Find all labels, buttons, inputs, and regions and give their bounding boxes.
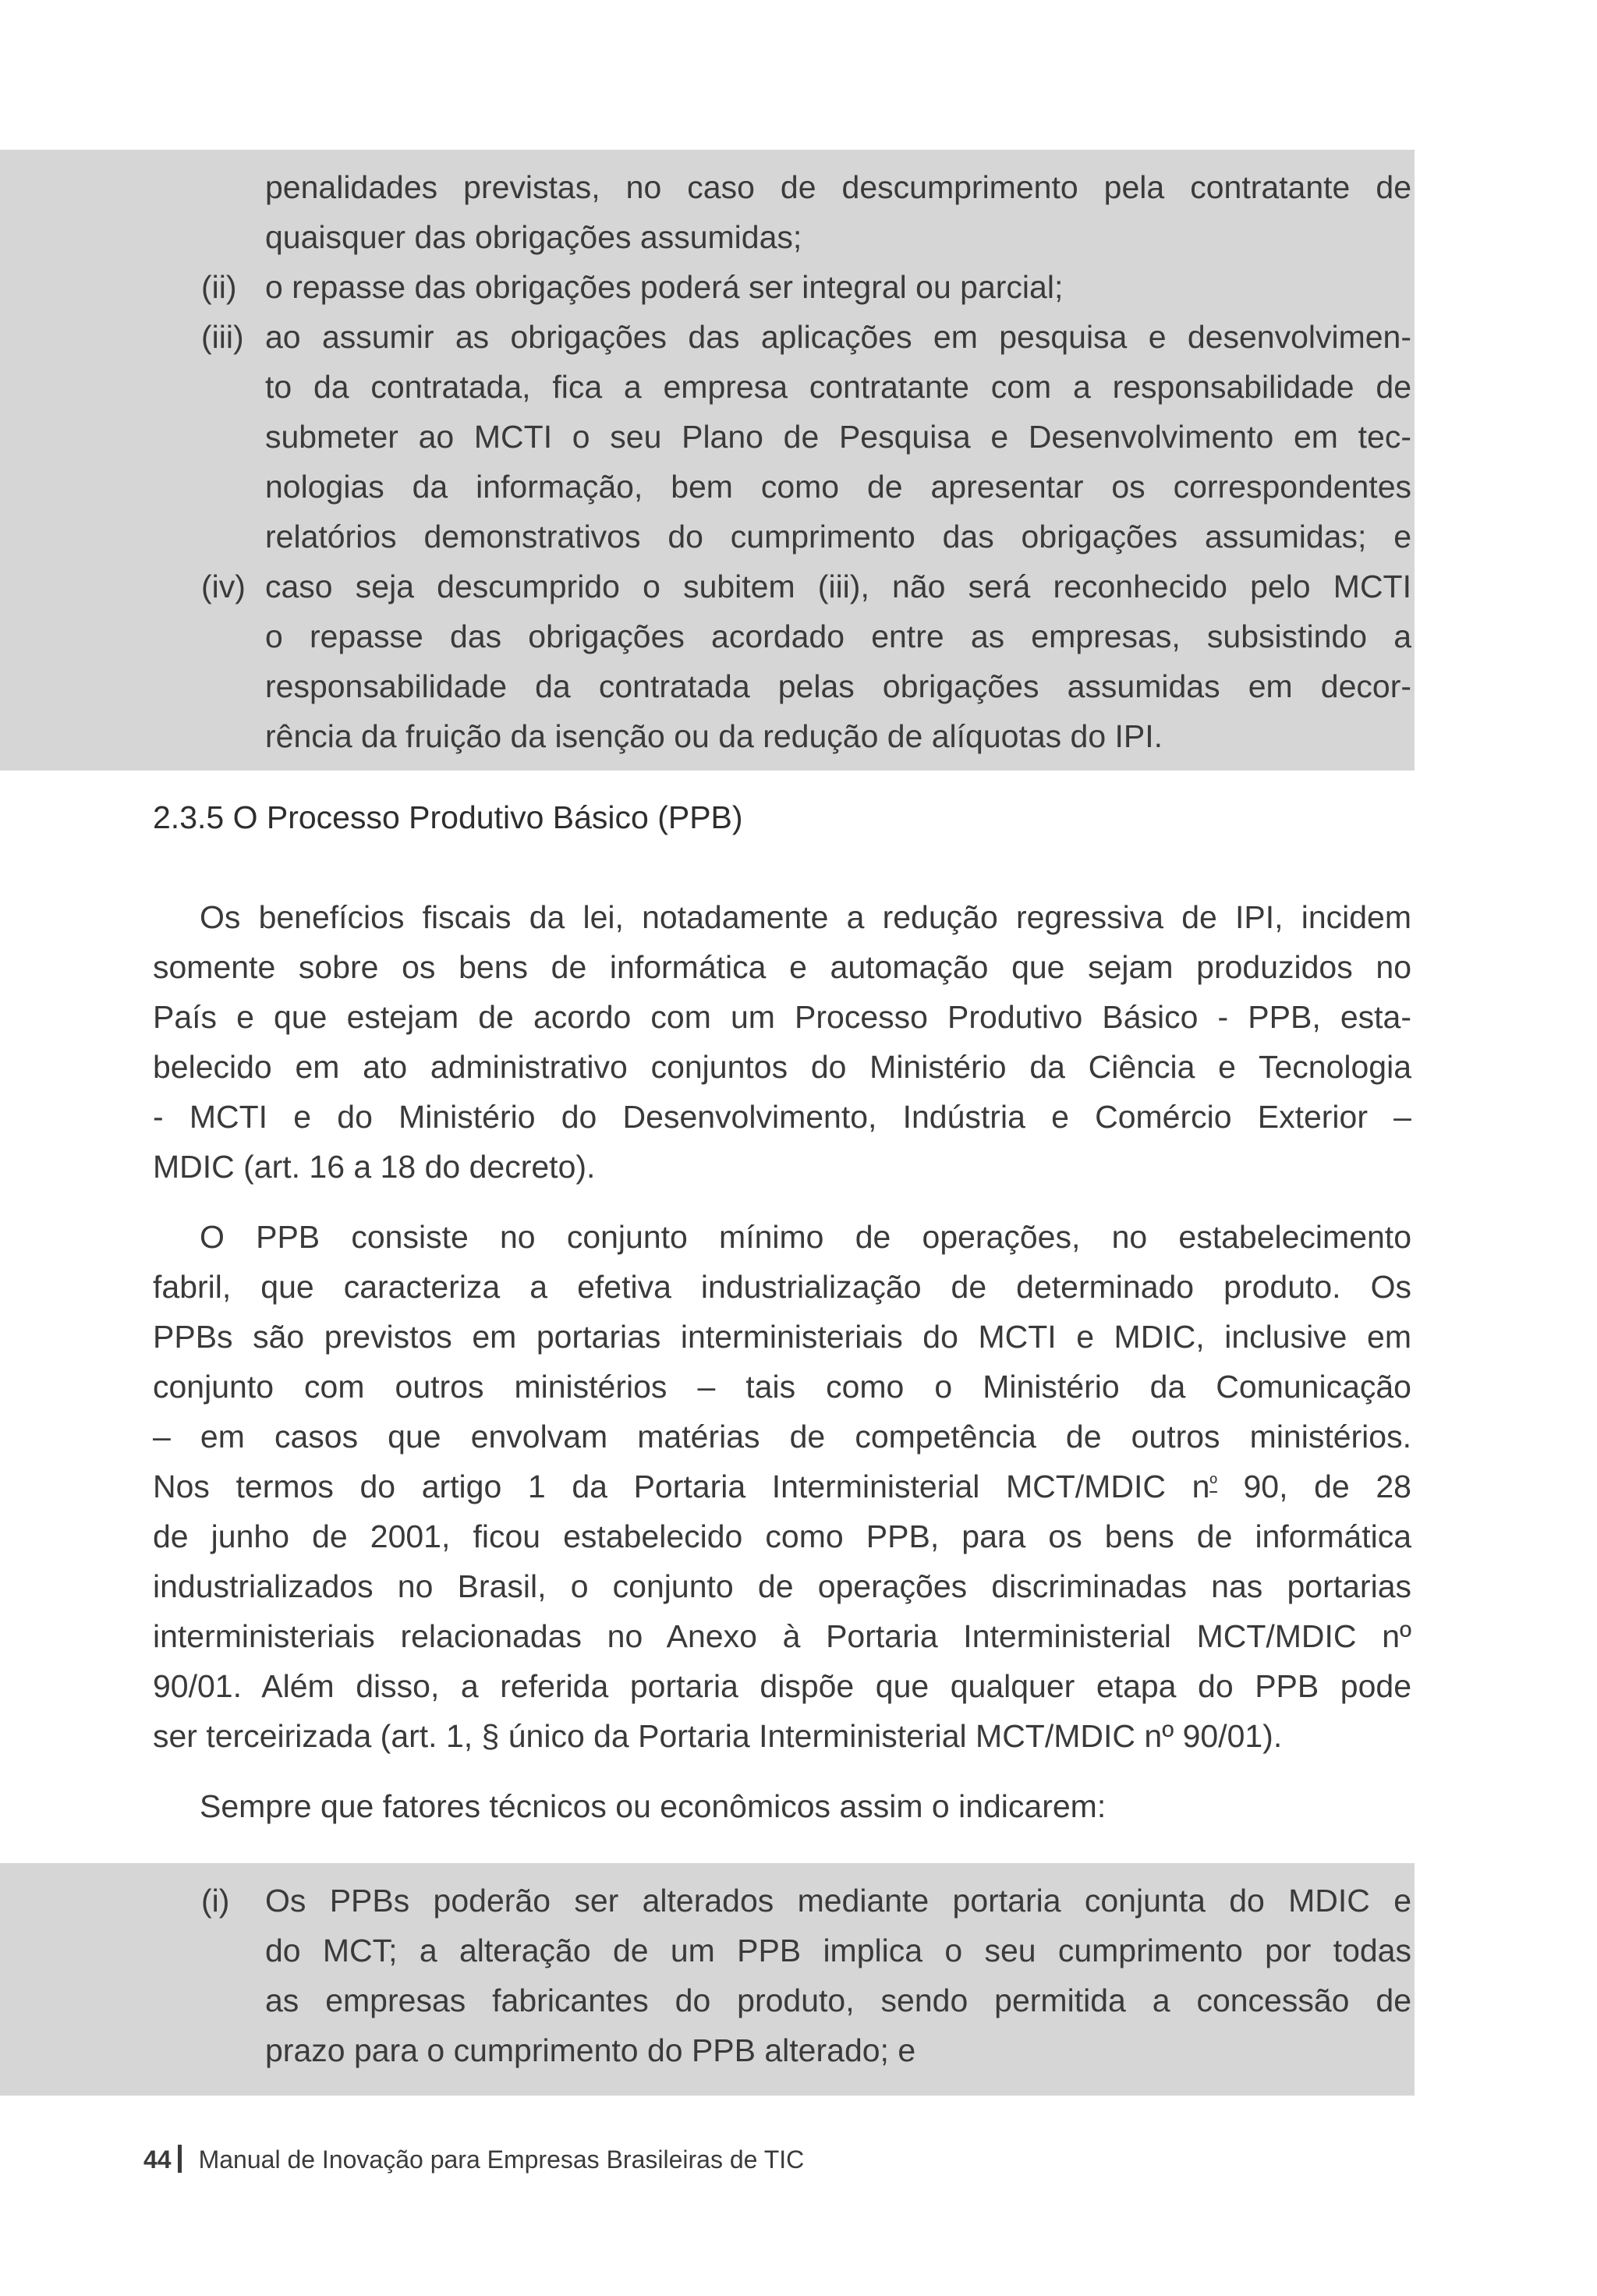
paragraph-line: de junho de 2001, ficou estabelecido como PPB, para os bens de informática [153,1518,1411,1554]
paragraph-line [153,1462,1411,1511]
page-footer [143,2141,804,2178]
list-marker: (iii) [201,319,244,355]
list-line: penalidades previstas, no caso de descumprimento pela contratante de [265,169,1411,205]
list-line: caso seja descumprido o subitem (iii), não será reconhecido pelo MCTI [265,569,1411,604]
paragraph-line: somente sobre os bens de informática e automação que sejam produzidos no [153,949,1411,985]
paragraph-line: MDIC (art. 16 a 18 do decreto). [153,1149,596,1185]
paragraph-line: 90/01. Além disso, a referida portaria dispõe que qualquer etapa do PPB pode [153,1668,1411,1704]
paragraph-line: ser terceirizada (art. 1, § único da Portaria Interministerial MCT/MDIC nº 90/01). [153,1718,1283,1754]
list-line: relatórios demonstrativos do cumprimento das obrigações assumidas; e [265,519,1411,555]
paragraph-line: interministeriais relacionadas no Anexo à Portaria Interministerial MCT/MDIC nº [153,1618,1411,1654]
list-marker: (ii) [201,269,237,305]
line-text: Nos termos do artigo 1 da Portaria Interministerial MCT/MDIC n [153,1469,1210,1504]
paragraph-line: Os benefícios fiscais da lei, notadamente a redução regressiva de IPI, incidem [200,899,1411,935]
paragraph-line: fabril, que caracteriza a efetiva industrialização de determinado produto. Os [153,1269,1411,1305]
paragraph-line: Sempre que fatores técnicos ou econômicos assim o indicarem: [200,1788,1107,1824]
list-line: do MCT; a alteração de um PPB implica o seu cumprimento por todas [265,1933,1411,1968]
list-line: submeter ao MCTI o seu Plano de Pesquisa e Desenvolvimento em tec- [265,419,1411,455]
line-text: 90, de 28 [1216,1469,1411,1504]
paragraph-line: – em casos que envolvam matérias de competência de outros ministérios. [153,1419,1411,1454]
list-line: ao assumir as obrigações das aplicações em pesquisa e desenvolvimen- [265,319,1411,355]
list-line: Os PPBs poderão ser alterados mediante portaria conjunta do MDIC e [265,1883,1411,1919]
list-line: o repasse das obrigações acordado entre as empresas, subsistindo a [265,618,1411,654]
list-line: rência da fruição da isenção ou da redução de alíquotas do IPI. [265,718,1163,754]
list-line: as empresas fabricantes do produto, sendo permitida a concessão de [265,1982,1411,2018]
paragraph-line: belecido em ato administrativo conjuntos do Ministério da Ciência e Tecnologia [153,1049,1411,1085]
paragraph-line: PPBs são previstos em portarias interministeriais do MCTI e MDIC, inclusive em [153,1319,1411,1355]
ordinal-indicator: º [1209,1471,1217,1494]
list-line: nologias da informação, bem como de apresentar os correspondentes [265,469,1411,505]
footer-divider [178,2145,182,2173]
list-line: o repasse das obrigações poderá ser integral ou parcial; [265,269,1064,305]
list-line: prazo para o cumprimento do PPB alterado; e [265,2032,916,2068]
list-line: quaisquer das obrigações assumidas; [265,219,802,255]
list-marker: (iv) [201,569,246,604]
paragraph-line: - MCTI e do Ministério do Desenvolvimento, Indústria e Comércio Exterior – [153,1099,1411,1135]
list-marker: (i) [201,1883,230,1919]
list-line: to da contratada, fica a empresa contratante com a responsabilidade de [265,369,1411,405]
paragraph-line: País e que estejam de acordo com um Processo Produtivo Básico - PPB, esta- [153,999,1411,1035]
section-heading: 2.3.5 O Processo Produtivo Básico (PPB) [153,799,743,835]
paragraph-line: O PPB consiste no conjunto mínimo de operações, no estabelecimento [200,1219,1411,1255]
footer-title: Manual de Inovação para Empresas Brasileiras de TIC [198,2145,805,2174]
paragraph-line: conjunto com outros ministérios – tais como o Ministério da Comunicação [153,1369,1411,1405]
list-line: responsabilidade da contratada pelas obrigações assumidas em decor- [265,668,1411,704]
paragraph-line: industrializados no Brasil, o conjunto de operações discriminadas nas portarias [153,1568,1411,1604]
page-number: 44 [143,2145,172,2174]
